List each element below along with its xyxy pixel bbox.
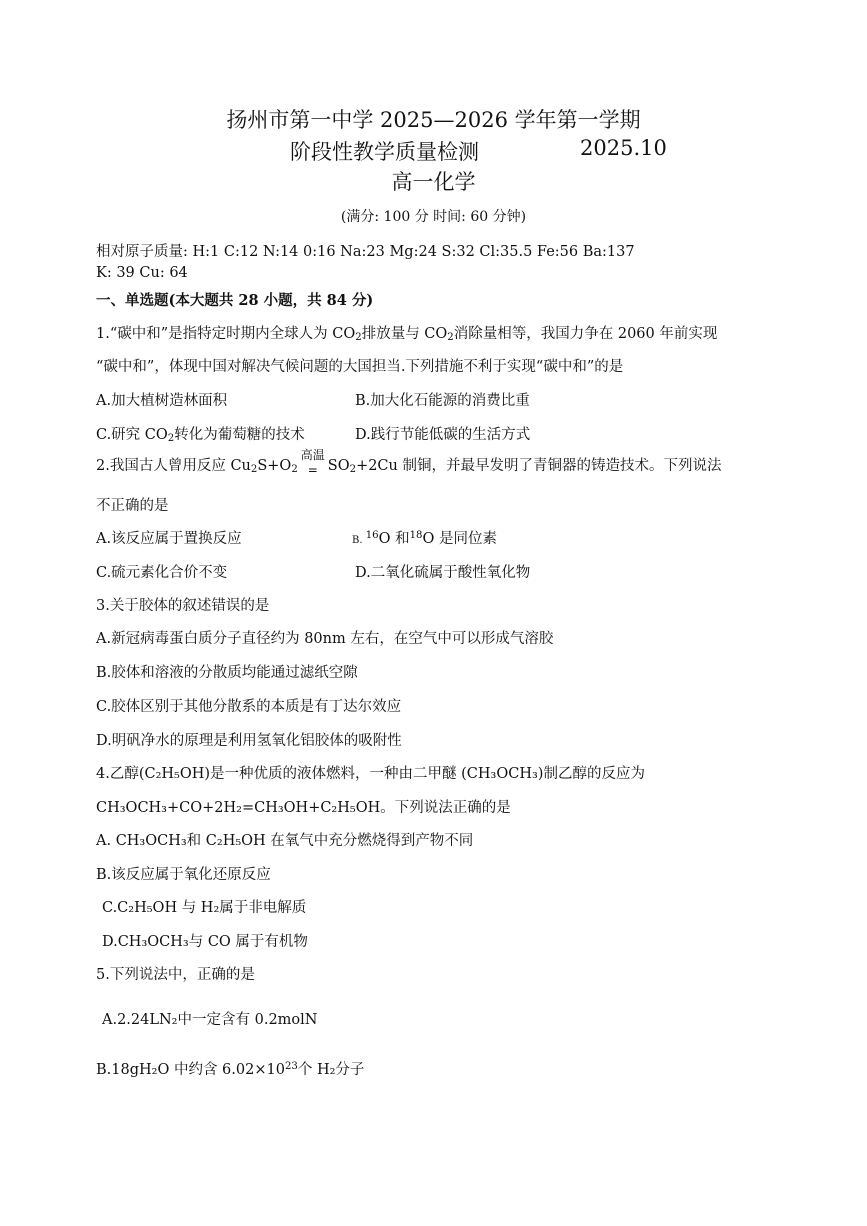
question-5-stem: 5.下列说法中，正确的是 [96, 967, 255, 983]
question-4-stem-line2: CH₃OCH₃+CO+2H₂=CH₃OH+C₂H₅OH。下列说法正确的是 [96, 800, 511, 816]
question-4-stem: 4.乙醇(C₂H₅OH)是一种优质的液体燃料，一种由二甲醚 (CH₃OCH₃)制乙醇的反应为 [96, 766, 645, 782]
exam-info: (满分: 100 分 时间: 60 分钟) [340, 209, 527, 225]
question-4-option-a: A. CH₃OCH₃和 C₂H₅OH 在氧气中充分燃烧得到产物不同 [96, 833, 474, 849]
question-1-stem-line2: “碳中和”，体现中国对解决气候问题的大国担当.下列措施不利于实现“碳中和”的是 [96, 359, 624, 375]
exam-subject: 高一化学 [391, 170, 476, 194]
question-2-option-b: B. $^{16}$O 和$^{18}$O 是同位素 [352, 530, 497, 547]
exam-title: 扬州市第一中学 2025—2026 学年第一学期 [226, 108, 641, 132]
question-2-option-a: A.该反应属于置换反应 [96, 531, 242, 547]
question-3-option-b: B.胶体和溶液的分散质均能通过滤纸空隙 [96, 665, 358, 681]
question-1-option-d: D.践行节能低碳的生活方式 [355, 427, 531, 443]
question-3-option-c: C.胶体区别于其他分散系的本质是有丁达尔效应 [96, 699, 402, 715]
question-4-option-c: C.C₂H₅OH 与 H₂属于非电解质 [102, 900, 307, 916]
question-1-option-b: B.加大化石能源的消费比重 [355, 393, 530, 409]
question-3-option-d: D.明矾净水的原理是利用氢氧化铝胶体的吸附性 [96, 733, 402, 749]
atomic-masses-line1: 相对原子质量: H:1 C:12 N:14 0:16 Na:23 Mg:24 S:32 Cl:35.5 Fe:56 Ba:137 [96, 244, 635, 260]
question-1-option-a: A.加大植树造林面积 [96, 393, 228, 409]
question-3-stem: 3.关于胶体的叙述错误的是 [96, 598, 270, 614]
question-2-stem: 2.我国古人曾用反应 $Cu_2S+O_2$ 高温 = $SO_2+2Cu$ 制铜，并最早发明了青铜器的铸造技术。下列说法 [96, 448, 722, 477]
question-4-option-b: B.该反应属于氧化还原反应 [96, 867, 271, 883]
question-2-option-c: C.硫元素化合价不变 [96, 565, 228, 581]
exam-subtitle: 阶段性教学质量检测 [290, 140, 479, 164]
question-5-option-a: A.2.24LN₂中一定含有 0.2molN [102, 1012, 318, 1028]
question-3-option-a: A.新冠病毒蛋白质分子直径约为 80nm 左右，在空气中可以形成气溶胶 [96, 631, 554, 647]
question-1-stem: 1.“碳中和”是指特定时期内全球人为 $CO_2$排放量与 $CO_2$消除量相等，我国力争在 2060 年前实现 [96, 326, 718, 343]
reaction-condition: 高温 = [300, 448, 325, 477]
question-5-option-b: B.18gH₂O 中约含 $6.02\times 10^{23}$个 H₂分子 [96, 1061, 365, 1078]
question-2-option-d: D.二氧化硫属于酸性氧化物 [355, 565, 531, 581]
atomic-masses-line2: K: 39 Cu: 64 [96, 265, 188, 281]
question-2-stem-line2: 不正确的是 [96, 498, 169, 514]
exam-date: 2025.10 [580, 136, 667, 160]
section-title: 一、单选题(本大题共 28 小题，共 84 分) [96, 292, 374, 309]
question-4-option-d: D.CH₃OCH₃与 CO 属于有机物 [102, 934, 308, 950]
question-1-option-c: C.研究 $CO_2$转化为葡萄糖的技术 [96, 427, 305, 444]
